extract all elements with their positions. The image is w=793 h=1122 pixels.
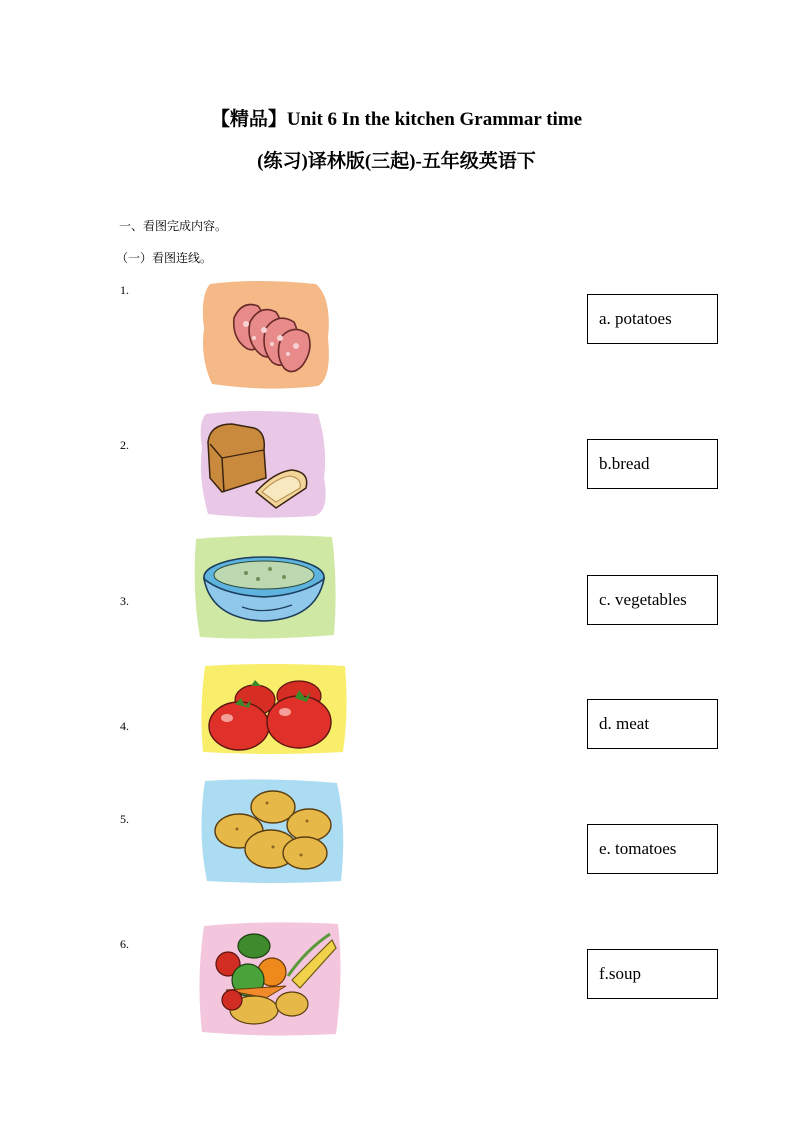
page-title: 【精品】Unit 6 In the kitchen Grammar time xyxy=(210,109,583,130)
option-box-a xyxy=(587,294,718,344)
option-label-f: f.soup xyxy=(599,964,642,983)
item-number-5: 5. xyxy=(120,812,129,826)
bread-picture xyxy=(196,408,330,520)
option-box-e xyxy=(587,824,718,874)
item-number-6: 6. xyxy=(120,937,129,951)
meat-picture xyxy=(198,278,334,390)
option-box-f xyxy=(587,949,718,999)
option-label-d: d. meat xyxy=(599,714,650,733)
tomatoes-picture xyxy=(199,662,349,756)
item-number-2: 2. xyxy=(120,438,129,452)
option-label-c: c. vegetables xyxy=(599,590,687,609)
soup-picture xyxy=(192,533,340,641)
option-label-b: b.bread xyxy=(599,454,650,473)
option-label-e: e. tomatoes xyxy=(599,839,677,858)
option-label-a: a. potatoes xyxy=(599,309,672,328)
item-number-4: 4. xyxy=(120,719,129,733)
option-box-c xyxy=(587,575,718,625)
potatoes-picture xyxy=(197,777,347,885)
subsection-heading: （一）看图连线。 xyxy=(116,251,213,265)
option-box-b xyxy=(587,439,718,489)
section-heading: 一、看图完成内容。 xyxy=(119,219,228,233)
item-number-3: 3. xyxy=(120,594,129,608)
page-subtitle: (练习)译林版(三起)-五年级英语下 xyxy=(257,151,536,172)
item-number-1: 1. xyxy=(120,283,129,297)
option-box-d xyxy=(587,699,718,749)
vegetables-picture xyxy=(196,920,344,1038)
